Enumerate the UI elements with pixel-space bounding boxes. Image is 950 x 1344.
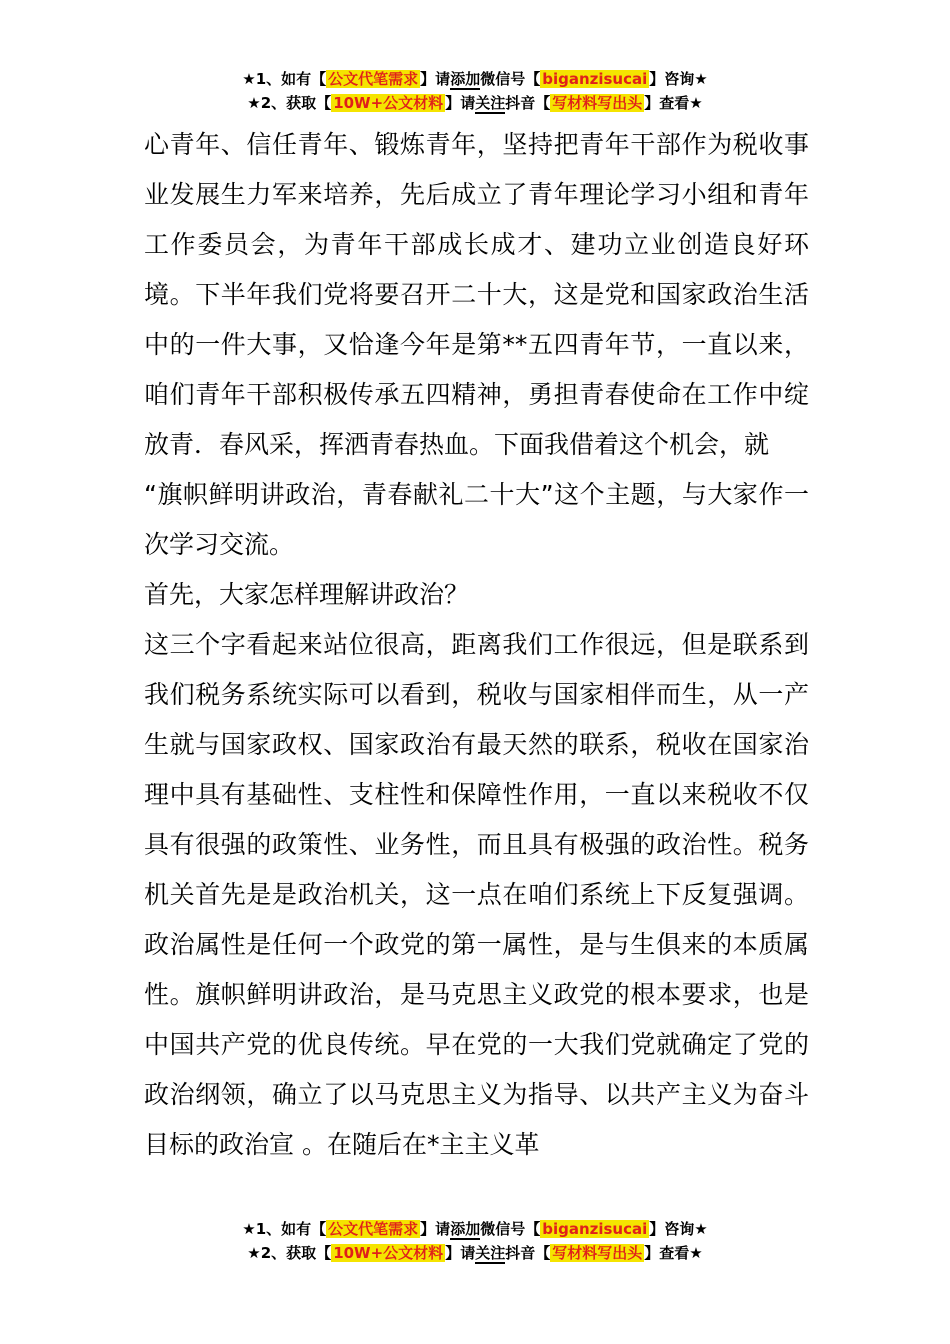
banner-line-1 [0,1218,950,1242]
banner-text: 】请 [420,70,451,88]
banner-text: 】查看★ [644,94,703,112]
banner-line-1 [0,68,950,92]
document-body [144,120,809,1170]
banner-highlight: biganzisucai [542,1220,648,1238]
paragraph: 这三个字看起来站位很高，距离我们工作很远，但是联系到我们税务系统实际可以看到，税收与国家相伴而生，从一产生就与国家政权、国家政治有最天然的联系，税收在国家治理中具有基础性、支柱性和保障性作用，一直以来税收不仅具有很强的政策性、业务性，而且具有极强的政治性。税务机关首先是是政治机关，这一点在咱们系统上下反复强调。政治属性是任何一个政党的第一属性，是与生俱来的本质属性。旗帜鲜明讲政治，是马克思主义政党的根本要求，也是中国共产党的优良传统。早在党的一大我们党就确定了党的政治纲领，确立了以马克思主义为指导、以共产主义为奋斗目标的政治宣 。在随后在*主主义革 [144,630,809,1159]
footer-banner [0,1218,950,1266]
banner-text: ★1、如有【 [242,70,327,88]
paragraph: “旗帜鲜明讲政治，青春献礼二十大”这个主题，与大家作一次学习交流。 [144,480,809,559]
banner-highlight: biganzisucai [542,70,648,88]
paragraph: 心青年、信任青年、锻炼青年，坚持把青年干部作为税收事业发展生力军来培养，先后成立了青年理论学习小组和青年工作委员会，为青年干部成长成才、建功立业创造良好环境。下半年我们党将要召开二十大，这是党和国家政治生活中的一件大事，又恰逢今年是第**五四青年节，一直以来，咱们青年干部积极传承五四精神，勇担青春使命在工作中绽放青．春风采，挥洒青春热血。下面我借着这个机会，就 [144,130,809,459]
banner-highlight: 公文代笔需求 [328,1220,419,1238]
banner-text: 】请 [420,1220,451,1238]
banner-highlight: 写材料写出头 [552,1244,643,1262]
banner-underlined-text: 关注 [475,94,506,112]
banner-text: ★2、获取【 [247,1244,332,1262]
banner-line-2 [0,92,950,116]
paragraph: 首先，大家怎样理解讲政治？ [144,580,470,609]
banner-underlined-text: 添加 [450,1220,481,1238]
banner-underlined-text: 关注 [475,1244,506,1262]
banner-text: 】请 [445,1244,476,1262]
banner-text: 】咨询★ [649,70,708,88]
banner-text: ★1、如有【 [242,1220,327,1238]
banner-text: ★2、获取【 [247,94,332,112]
banner-text: 抖音【 [505,1244,551,1262]
banner-highlight: 写材料写出头 [552,94,643,112]
header-banner [0,68,950,116]
banner-line-2 [0,1242,950,1266]
banner-text: 】咨询★ [649,1220,708,1238]
banner-highlight: 10W+公文材料 [333,1244,444,1262]
banner-text: 】请 [445,94,476,112]
banner-underlined-text: 添加 [450,70,481,88]
banner-text: 抖音【 [505,94,551,112]
banner-highlight: 公文代笔需求 [328,70,419,88]
banner-highlight: 10W+公文材料 [333,94,444,112]
banner-text: 微信号【 [480,70,541,88]
banner-text: 】查看★ [644,1244,703,1262]
banner-text: 微信号【 [480,1220,541,1238]
